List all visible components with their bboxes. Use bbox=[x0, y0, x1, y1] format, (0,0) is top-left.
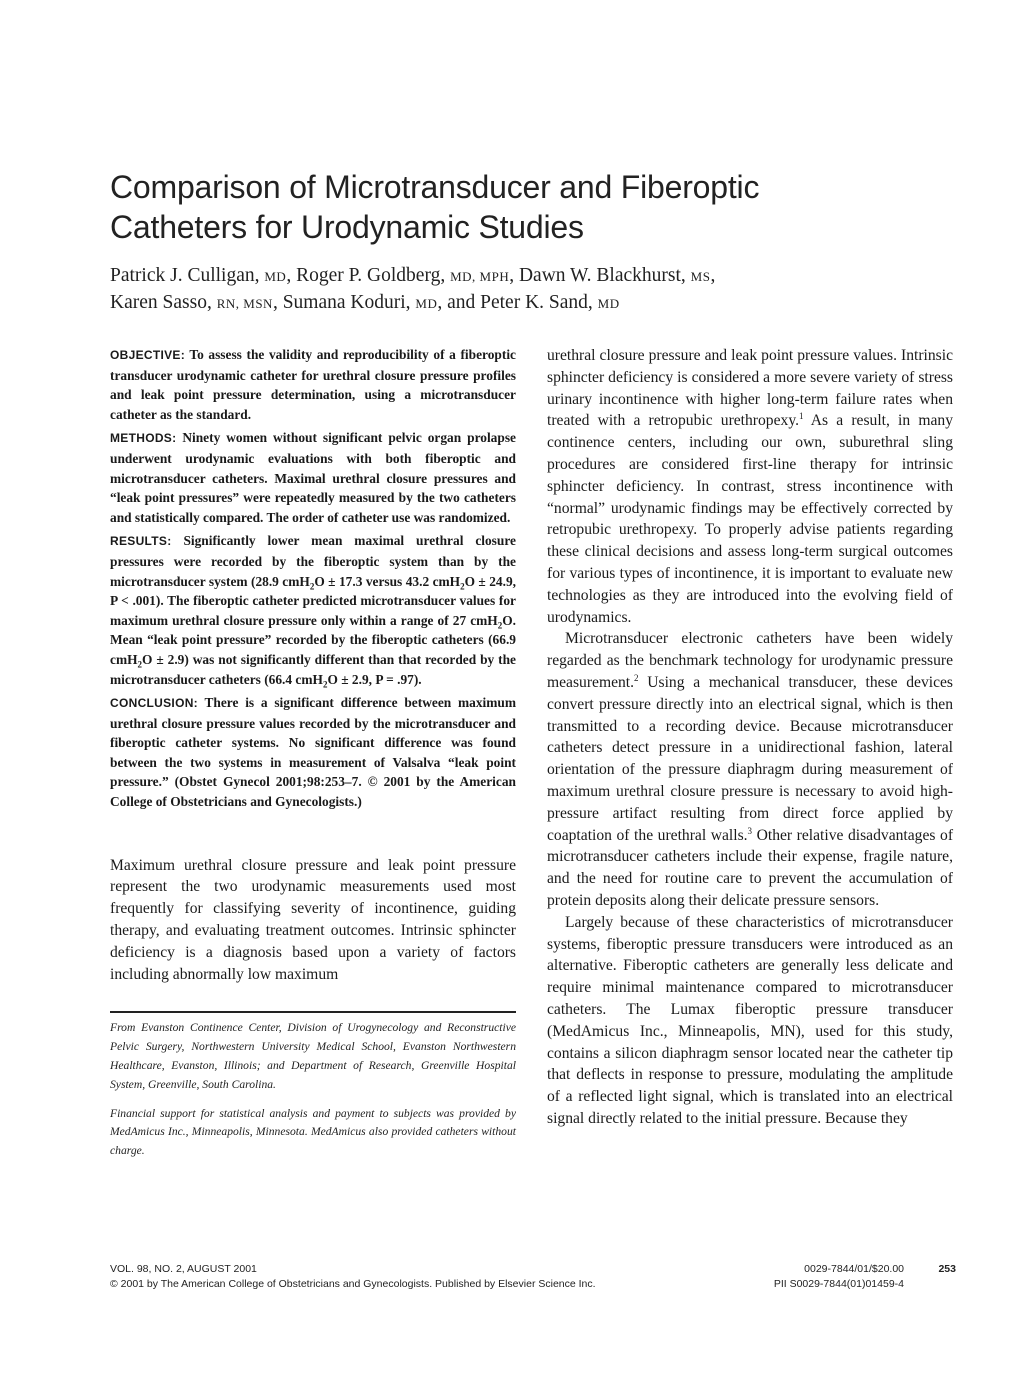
left-column bbox=[110, 345, 516, 1171]
intro-paragraph-continued bbox=[547, 345, 953, 628]
subscript: 2 bbox=[460, 581, 465, 592]
pii: PII S0029-7844(01)01459-4 bbox=[773, 1278, 904, 1290]
objective-text: To assess the validity and reproducibility of a fiberoptic transducer urodynamic catheter for urethral closure pressure profiles and leak point pressure determination, using a microtransducer catheter as the standard. bbox=[110, 347, 516, 422]
body-text: urethral closure pressure and leak point pressure values. Intrinsic sphincter deficiency is considered a more severe variety of stress urinary incontinence with higher long-term failure rates when treated with a retropubic urethropexy. bbox=[547, 347, 953, 430]
subscript: 2 bbox=[322, 679, 328, 690]
footnote-divider bbox=[110, 1011, 516, 1013]
methods-label: METHODS: bbox=[110, 431, 177, 446]
fiberoptic-paragraph: Largely because of these characteristics of microtransducer systems, fiberoptic pressure transducers were introduced as an alternative. Fiberoptic catheters are generally less delicate and require minimal maintenance compared to microtransducer catheters. The Lumax fiberoptic pressure transducer (MedAmicus Inc., Minneapolis, MN), used for this study, contains a silicon diaphragm sensor located near the catheter tip that deflects in response to pressure, modulating the amplitude of a reflected light signal, which is translated into an electrical signal directly related to the initial pressure. Because they bbox=[547, 913, 953, 1127]
results-text: O ± 17.3 versus 43.2 cmH bbox=[314, 573, 461, 589]
author-name: Patrick J. Culligan bbox=[110, 265, 255, 286]
author-credentials: MD bbox=[597, 296, 620, 311]
author-name: Karen Sasso bbox=[110, 292, 207, 313]
reference-marker[interactable]: 1 bbox=[799, 411, 804, 422]
subscript: 2 bbox=[309, 581, 315, 592]
author-name: Peter K. Sand bbox=[480, 292, 588, 313]
subscript: 2 bbox=[137, 659, 143, 670]
author-credentials: MD bbox=[415, 296, 438, 311]
journal-volume: VOL. 98, NO. 2, AUGUST 2001 bbox=[110, 1263, 257, 1275]
body-text: Microtransducer electronic catheters have been widely regarded as the benchmark technology for urodynamic pressure measurement. bbox=[547, 630, 953, 691]
author-name: Dawn W. Blackhurst bbox=[518, 265, 681, 286]
results-text: O. Mean “leak point pressure” recorded by the fiberoptic catheters (66.9 cmH bbox=[110, 612, 516, 667]
title-line-1: Comparison of Microtransducer and Fiberoptic bbox=[110, 169, 760, 206]
objective-label: OBJECTIVE: bbox=[110, 348, 186, 362]
right-column bbox=[547, 345, 953, 1130]
microtransducer-paragraph bbox=[547, 628, 953, 911]
results-label: RESULTS: bbox=[110, 534, 172, 549]
results-text: O ± 2.9) was not significantly different than that recorded by the microtransducer catheters (66.4 cmH bbox=[110, 651, 516, 687]
funding-footnote: Financial support for statistical analysis and payment to subjects was provided by MedAmicus Inc., Minneapolis, Minnesota. MedAmicus also provided catheters without charge. bbox=[110, 1106, 516, 1158]
reference-marker[interactable]: 2 bbox=[634, 672, 639, 683]
author-name: Sumana Koduri bbox=[282, 292, 406, 313]
author-credentials: RN, MSN bbox=[216, 296, 273, 311]
issn: 0029-7844/01/$20.00 bbox=[804, 1263, 904, 1275]
intro-paragraph: Maximum urethral closure pressure and leak point pressure represent the two urodynamic measurements used most frequently for classifying severity of incontinence, guiding therapy, and evaluating treatment outcomes. Intrinsic sphincter deficiency is a diagnosis based upon a variety of factors including abnormally low maximum bbox=[110, 856, 516, 983]
results-text: O ± 24.9, P < .001). The fiberoptic catheter predicted microtransducer values for maximum urethral closure pressure only within a range of 27 cmH bbox=[110, 573, 516, 628]
author-list: Patrick J. Culligan, MD, Roger P. Goldberg, MD, MPH, Dawn W. Blackhurst, MS, Karen Sasso, RN, MSN, Sumana Koduri, MD, and Peter K. Sand, MD bbox=[110, 265, 716, 313]
conclusion-label: CONCLUSION: bbox=[110, 696, 198, 711]
author-credentials: MD bbox=[264, 269, 287, 284]
copyright-line: © 2001 by The American College of Obstetricians and Gynecologists. Published by Elsevier Science Inc. bbox=[110, 1278, 596, 1290]
results-text: O ± 2.9, P = .97). bbox=[327, 671, 422, 687]
author-credentials: MD, MPH bbox=[450, 269, 510, 284]
abstract-results bbox=[110, 531, 516, 689]
page-number: 253 bbox=[938, 1263, 956, 1275]
abstract-objective bbox=[110, 345, 516, 424]
body-text: Using a mechanical transducer, these devices convert pressure directly into an electrical signal, which is then transmitted to a recording device. Because microtransducer catheters detect pressure in a unidirectional fashion, lateral orientation of the pressure diaphragm during measurement of maximum urethral closure pressure is necessary to avoid high-pressure artifact resulting from direct force applied by coaptation of the urethral walls. bbox=[547, 673, 953, 844]
reference-marker[interactable]: 3 bbox=[747, 825, 753, 836]
methods-text: Ninety women without significant pelvic organ prolapse underwent urodynamic evaluations with both fiberoptic and microtransducer catheters. Maximal urethral closure pressures and “leak point pressures” were repeatedly measured by the two catheters and statistically compared. The order of catheter use was randomized. bbox=[110, 430, 516, 525]
author-credentials: MS bbox=[690, 269, 711, 284]
conclusion-text: There is a significant difference between maximum urethral closure pressure values recorded by the microtransducer and fiberoptic catheter systems. No significant difference was found between the two systems in measurement of Valsalva “leak point pressure.” (Obstet Gynecol 2001;98:253–7. © 2001 by the American College of Obstetricians and Gynecologists.) bbox=[110, 695, 516, 810]
body-text: As a result, in many continence centers, including our own, suburethral sling procedures are considered first-line therapy for intrinsic sphincter deficiency. In contrast, stress incontinence with “normal” urodynamic findings may be effectively corrected by retropubic urethropexy. To properly advise patients regarding these clinical decisions and assess long-term surgical outcomes for various types of incontinence, it is important to evaluate new technologies as they are introduced into the evolving field of urodynamics. bbox=[547, 412, 953, 626]
affiliation-footnote: From Evanston Continence Center, Division of Urogynecology and Reconstructive Pelvic Surgery, Northwestern University Medical School, Evanston Northwestern Healthcare, Evanston, Illinois; and Department of Research, Greenville Hospital System, Greenville, South Carolina. bbox=[110, 1021, 516, 1091]
abstract-conclusion bbox=[110, 693, 516, 812]
article-title bbox=[110, 167, 930, 247]
results-text: Significantly lower mean maximal urethral closure pressures were recorded by the fiberoptic system than by the microtransducer system (28.9 cmH bbox=[110, 533, 516, 589]
author-name: Roger P. Goldberg bbox=[296, 265, 441, 286]
title-line-2: Catheters for Urodynamic Studies bbox=[110, 209, 584, 246]
body-text: Other relative disadvantages of microtransducer catheters include their expense, fragile nature, and the need for routine care to prevent the accumulation of protein deposits along their delicate pressure sensors. bbox=[547, 826, 954, 909]
abstract-methods bbox=[110, 428, 516, 527]
subscript: 2 bbox=[497, 620, 503, 631]
